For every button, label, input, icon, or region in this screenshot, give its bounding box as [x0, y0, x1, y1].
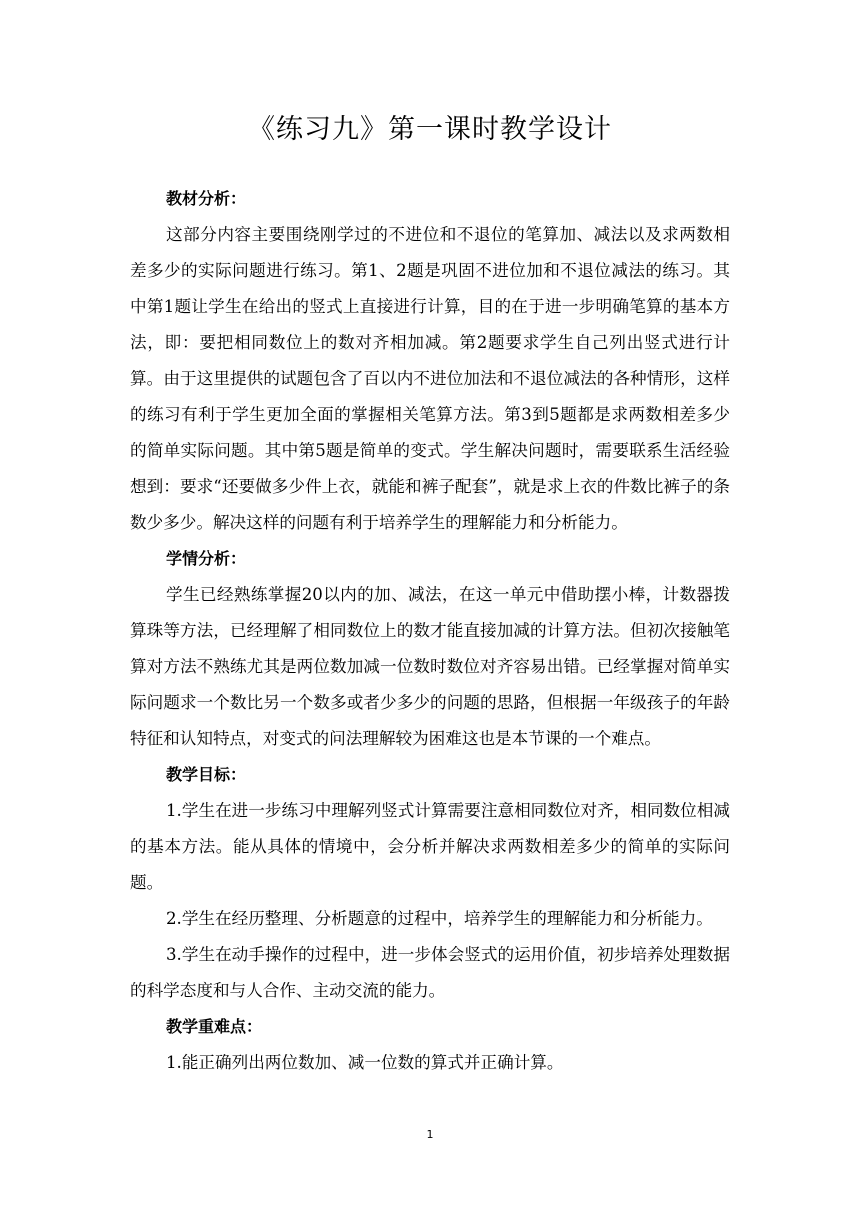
paragraph-material-analysis: 这部分内容主要围绕刚学过的不进位和不退位的笔算加、减法以及求两数相差多少的实际问题进行练习。第1、2题是巩固不进位加和不退位减法的练习。其中第1题让学生在给出的竖式上直接进行计算，目的在于进一步明确笔算的基本方法，即：要把相同数位上的数对齐相加减。第2题要求学生自己列出竖式进行计算。由于这里提供的试题包含了百以内不进位加法和不退位减法的各种情形，这样的练习有利于学生更加全面的掌握相关笔算方法。第3到5题都是求两数相差多少的简单实际问题。其中第5题是简单的变式。学生解决问题时，需要联系生活经验想到：要求“还要做多少件上衣，就能和裤子配套”，就是求上衣的件数比裤子的条数少多少。解决这样的问题有利于培养学生的理解能力和分析能力。	[130, 225, 730, 532]
section-heading-student-analysis: 学情分析：	[166, 549, 247, 568]
teaching-goal-item-1: 1.学生在进一步练习中理解列竖式计算需要注意相同数位对齐，相同数位相减的基本方法。能从具体的情境中，会分析并解决求两数相差多少的简单的实际问题。	[130, 801, 730, 892]
document-title: 《练习九》第一课时教学设计	[248, 114, 612, 145]
section-heading-material-analysis: 教材分析：	[166, 189, 247, 208]
section-heading-teaching-goals: 教学目标：	[166, 765, 247, 784]
page-number: 1	[426, 1128, 434, 1141]
teaching-goal-item-3: 3.学生在动手操作的过程中，进一步体会竖式的运用价值，初步培养处理数据的科学态度和与人合作、主动交流的能力。	[130, 945, 730, 1000]
document-body	[130, 181, 730, 1081]
paragraph-student-analysis: 学生已经熟练掌握20以内的加、减法，在这一单元中借助摆小棒，计数器拨算珠等方法，已经理解了相同数位上的数才能直接加减的计算方法。但初次接触笔算对方法不熟练尤其是两位数加减一位数时数位对齐容易出错。已经掌握对简单实际问题求一个数比另一个数多或者少多少的问题的思路，但根据一年级孩子的年龄特征和认知特点，对变式的问法理解较为困难这也是本节课的一个难点。	[130, 585, 730, 748]
key-point-item-1: 1.能正确列出两位数加、减一位数的算式并正确计算。	[166, 1053, 564, 1072]
teaching-goal-item-2: 2.学生在经历整理、分析题意的过程中，培养学生的理解能力和分析能力。	[166, 909, 713, 928]
section-heading-key-points: 教学重难点：	[166, 1017, 263, 1036]
